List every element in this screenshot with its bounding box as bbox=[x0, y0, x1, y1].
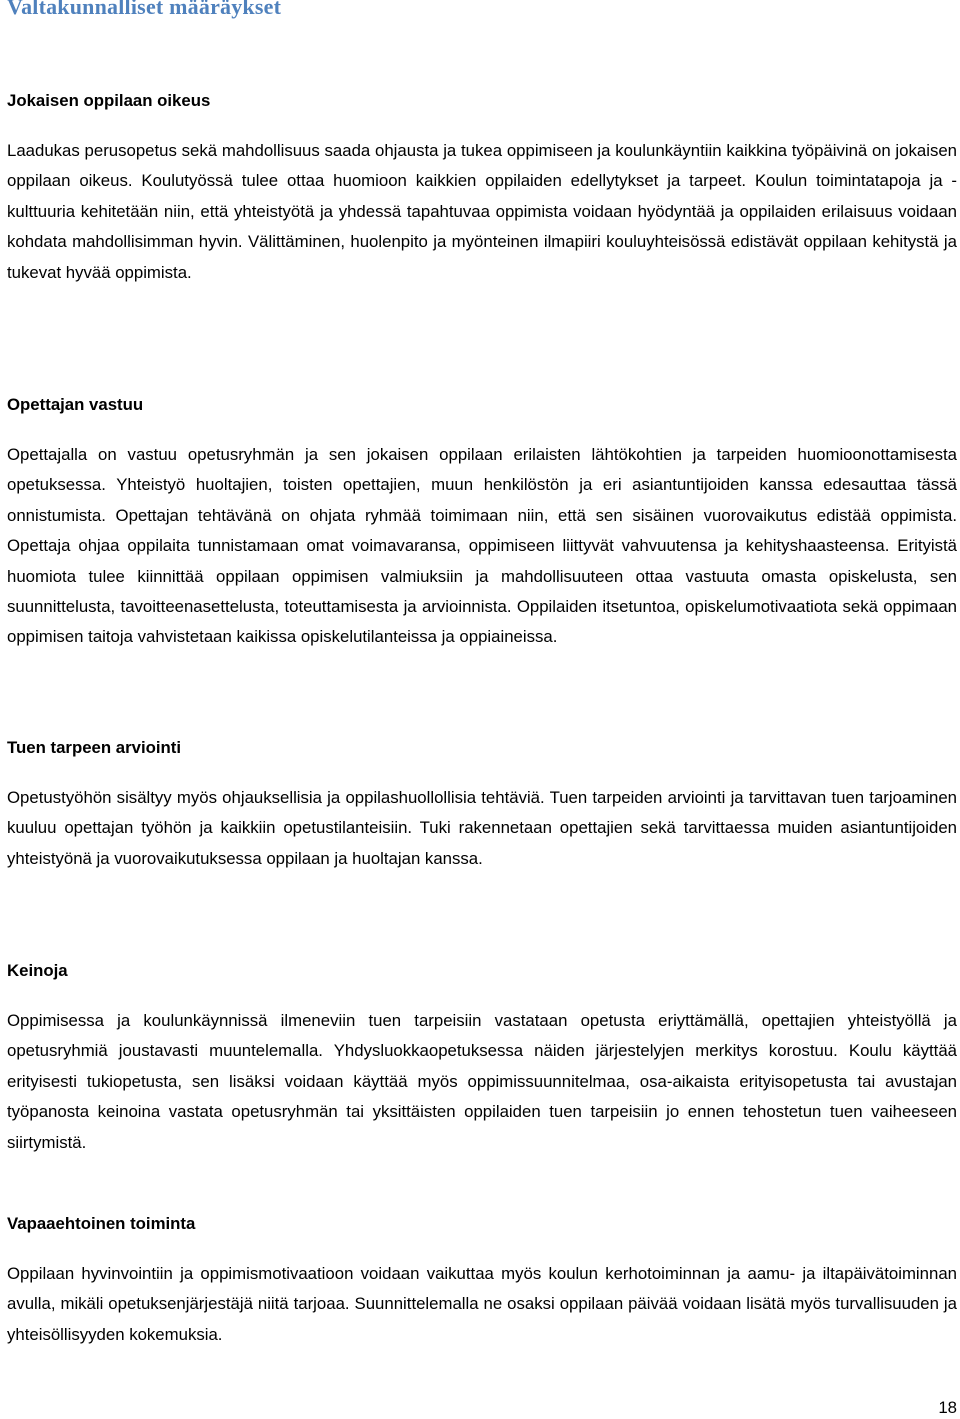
section-paragraph: Oppimisessa ja koulunkäynnissä ilmeneviin tuen tarpeisiin vastataan opetusta eriyttämällä, opettajien yhteistyöllä ja opetusryhmiä joustavasti muuntelemalla. Yhdysluokkaopetuksessa näiden järjestelyjen merkitys korostuu. Koulu käyttää erityisesti tukiopetusta, sen lisäksi voidaan käyttää myös oppimissuunnitelmaa, osa-aikaista erityisopetusta tai avustajan työpanosta keinoina vastata opetusryhmän tai yksittäisten oppilaiden tuen tarpeisiin jo ennen tehostetun tuen vaiheeseen siirtymistä. bbox=[7, 1011, 957, 1152]
section-opettajan-vastuu bbox=[7, 390, 957, 653]
section-paragraph: Opettajalla on vastuu opetusryhmän ja sen jokaisen oppilaan erilaisten lähtökohtien ja tarpeiden huomioonottamisesta opetuksessa. Yhteistyö huoltajien, toisten opettajien, muun henkilöstön ja eri asiantuntijoiden kanssa edesauttaa tässä onnistumista. Opettajan tehtävänä on ohjata ryhmää toimimaan niin, että sen sisäinen vuorovaikutus edistää oppimista. Opettaja ohjaa oppilaita tunnistamaan omat voimavaransa, oppimiseen liittyvät vahvuutensa ja kehityshaasteensa. Erityistä huomiota tulee kiinnittää oppilaan oppimisen valmiuksiin ja mahdollisuuteen ottaa vastuuta omasta opiskelusta, sen suunnittelusta, tavoitteenasettelusta, toteuttamisesta ja arvioinnista. Oppilaiden itsetuntoa, opiskelumotivaatiota sekä oppimaan oppimisen taitoja vahvistetaan kaikissa opiskelutilanteissa ja oppiaineissa. bbox=[7, 445, 957, 647]
section-jokaisen-oppilaan-oikeus bbox=[7, 86, 957, 288]
section-paragraph: Opetustyöhön sisältyy myös ohjauksellisia ja oppilashuollollisia tehtäviä. Tuen tarpeiden arviointi ja tarvittavan tuen tarjoaminen kuuluu opettajan työhön ja kaikkiin opetustilanteisiin. Tuki rakennetaan opettajien sekä tarvittaessa muiden asiantuntijoiden yhteistyönä ja vuorovaikutuksessa oppilaan ja huoltajan kanssa. bbox=[7, 788, 957, 868]
section-paragraph: Laadukas perusopetus sekä mahdollisuus saada ohjausta ja tukea oppimiseen ja koulunkäyntiin kaikkina työpäivinä on jokaisen oppilaan oikeus. Koulutyössä tulee ottaa huomioon kaikkien oppilaiden edellytykset ja tarpeet. Koulun toimintatapoja ja -kulttuuria kehitetään niin, että yhteistyötä ja yhdessä tapahtuvaa oppimista voidaan hyödyntää ja oppilaiden erilaisuus voidaan kohdata mahdollisimman hyvin. Välittäminen, huolenpito ja myönteinen ilmapiiri kouluyhteisössä edistävät oppilaan kehitystä ja tukevat hyvää oppimista. bbox=[7, 141, 957, 282]
section-paragraph: Oppilaan hyvinvointiin ja oppimismotivaatioon voidaan vaikuttaa myös koulun kerhotoiminnan ja aamu- ja iltapäivätoiminnan avulla, mikäli opetuksenjärjestäjä niitä tarjoaa. Suunnittelemalla ne osaksi oppilaan päivää voidaan lisätä myös turvallisuuden ja yhteisöllisyyden kokemuksia. bbox=[7, 1264, 957, 1344]
section-keinoja bbox=[7, 956, 957, 1158]
document-title: Valtakunnalliset määräykset bbox=[7, 0, 282, 19]
section-tuen-tarpeen-arviointi bbox=[7, 733, 957, 874]
section-heading: Keinoja bbox=[7, 961, 68, 980]
section-vapaaehtoinen-toiminta bbox=[7, 1209, 957, 1350]
page-number: 18 bbox=[938, 1398, 957, 1417]
section-heading: Jokaisen oppilaan oikeus bbox=[7, 91, 211, 110]
section-heading: Vapaaehtoinen toiminta bbox=[7, 1214, 196, 1233]
section-heading: Opettajan vastuu bbox=[7, 395, 144, 414]
section-heading: Tuen tarpeen arviointi bbox=[7, 738, 182, 757]
